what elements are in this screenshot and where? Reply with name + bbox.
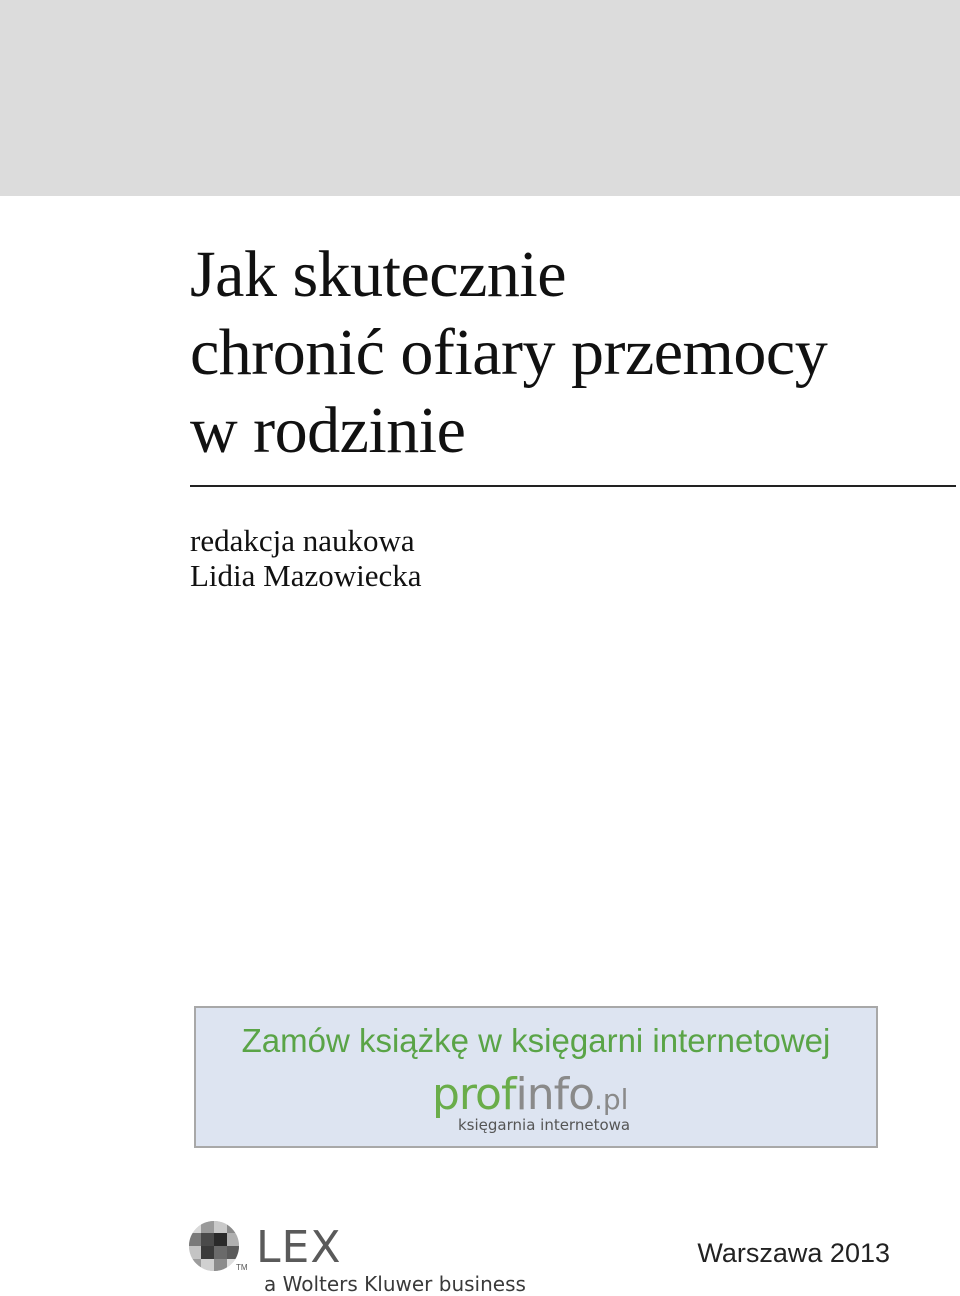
book-title — [190, 236, 827, 470]
editor-name: Lidia Mazowiecka — [190, 558, 422, 593]
bookstore-promo-box[interactable] — [194, 1006, 878, 1148]
lex-checker-logo-icon — [188, 1220, 240, 1272]
lex-logo-word: LEX — [256, 1222, 342, 1273]
logo-prof: prof — [432, 1069, 516, 1120]
logo-info: info — [515, 1069, 594, 1120]
profinfo-tagline: księgarnia internetowa — [458, 1116, 631, 1134]
title-line-1: Jak skutecznie — [190, 238, 567, 311]
title-divider — [190, 485, 956, 487]
title-line-3: w rodzinie — [190, 394, 466, 467]
place-and-year: Warszawa 2013 — [697, 1238, 890, 1268]
editor-block — [190, 523, 422, 593]
trademark-mark: TM — [236, 1263, 248, 1272]
editor-role: redakcja naukowa — [190, 523, 415, 558]
top-gray-band — [0, 0, 960, 196]
promo-text: Zamów książkę w księgarni internetowej — [241, 1022, 831, 1059]
title-line-2: chronić ofiary przemocy — [190, 316, 828, 389]
logo-pl: .pl — [594, 1083, 629, 1116]
publisher-subline: a Wolters Kluwer business — [264, 1272, 526, 1296]
